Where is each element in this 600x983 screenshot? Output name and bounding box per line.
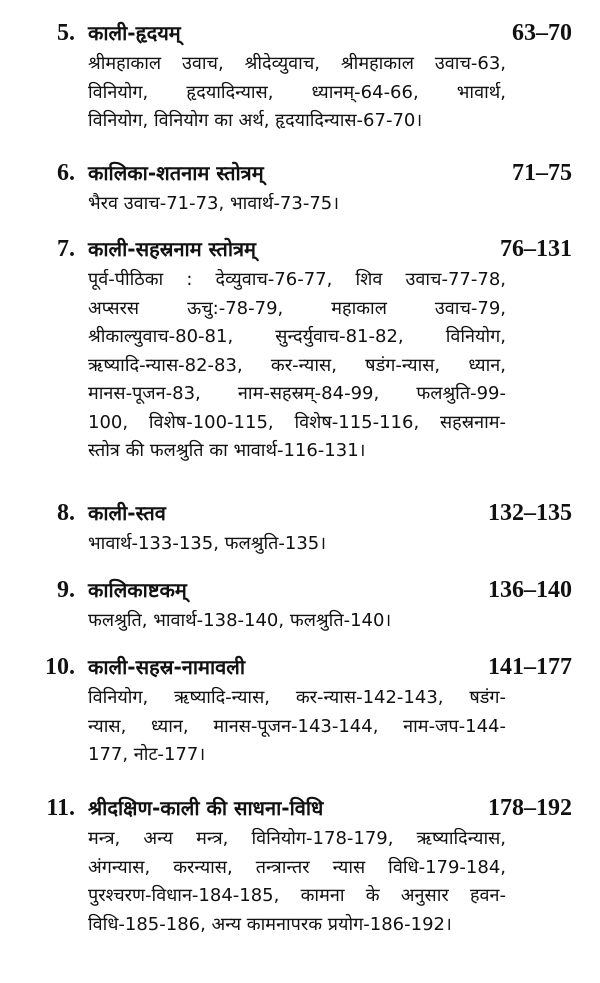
entry-pages: 132–135 (488, 500, 572, 526)
description-line: फलश्रुति, भावार्थ-138-140, फलश्रुति-140। (88, 610, 392, 631)
entry-pages: 178–192 (488, 795, 572, 821)
entry-description (88, 50, 578, 136)
entry-pages: 63–70 (512, 20, 572, 46)
entry-number: 6. (57, 160, 75, 186)
entry-pages: 76–131 (500, 236, 572, 262)
description-line: न्यास, ध्यान, मानस-पूजन-143-144, नाम-जप-144- (88, 715, 506, 737)
description-line: स्तोत्र की फलश्रुति का भावार्थ-116-131। (88, 440, 366, 461)
description-line: मानस-पूजन-83, नाम-सहस्रम्-84-99, फलश्रुति-99- (88, 383, 506, 404)
entry-title: काली-सहस्रनाम स्तोत्रम् (88, 237, 257, 261)
description-line: विनियोग, विनियोग का अर्थ, हृदयादिन्यास-67-70। (88, 110, 423, 131)
entry-description (88, 190, 578, 219)
entry-heading (0, 16, 600, 50)
entry-heading (0, 573, 600, 607)
description-line: श्रीकाल्युवाच-80-81, सुन्दर्युवाच-81-82, विनियोग, (88, 326, 506, 347)
description-line: मन्त्र, अन्य मन्त्र, विनियोग-178-179, ऋष्यादिन्यास, (88, 828, 506, 849)
entry-title: काली-सहस्र-नामावली (88, 655, 246, 679)
description-line: अप्सरस ऊचु:-78-79, महाकाल उवाच-79, (88, 297, 506, 319)
entry-pages: 136–140 (488, 577, 572, 603)
entry-title: काली-हृदयम् (88, 21, 181, 45)
entry-number: 5. (57, 20, 75, 46)
toc-entry-7 (0, 232, 600, 466)
description-line: श्रीमहाकाल उवाच, श्रीदेव्युवाच, श्रीमहाकाल उवाच-63, (88, 53, 506, 74)
toc-entry-6 (0, 156, 600, 219)
description-line: पुरश्चरण-विधान-184-185, कामना के अनुसार हवन- (88, 885, 506, 906)
description-line: अंगन्यास, करन्यास, तन्त्रान्तर न्यास विधि-179-184, (88, 856, 506, 878)
entry-description (88, 684, 578, 770)
entry-title: कालिकाष्टकम् (88, 578, 187, 602)
description-line: विनियोग, हृदयादिन्यास, ध्यानम्-64-66, भावार्थ, (88, 81, 506, 103)
entry-description (88, 266, 578, 466)
toc-entry-5 (0, 16, 600, 136)
entry-heading (0, 650, 600, 684)
description-line: ऋष्यादि-न्यास-82-83, कर-न्यास, षडंग-न्यास, ध्यान, (88, 354, 506, 376)
entry-number: 9. (57, 577, 75, 603)
entry-number: 7. (57, 236, 75, 262)
description-line: भावार्थ-133-135, फलश्रुति-135। (88, 533, 327, 554)
description-line: 177, नोट-177। (88, 744, 206, 765)
entry-number: 10. (45, 654, 75, 680)
description-line: विधि-185-186, अन्य कामनापरक प्रयोग-186-192। (88, 913, 452, 935)
toc-entry-11 (0, 791, 600, 939)
entry-description (88, 825, 578, 939)
entry-title: कालिका-शतनाम स्तोत्रम् (88, 161, 264, 185)
toc-entry-8 (0, 496, 600, 559)
entry-description (88, 530, 578, 559)
toc-entry-9 (0, 573, 600, 636)
entry-heading (0, 791, 600, 825)
entry-heading (0, 232, 600, 266)
toc-entry-10 (0, 650, 600, 770)
description-line: भैरव उवाच-71-73, भावार्थ-73-75। (88, 193, 340, 214)
description-line: पूर्व-पीठिका : देव्युवाच-76-77, शिव उवाच-77-78, (88, 269, 506, 290)
entry-description (88, 607, 578, 636)
description-line: 100, विशेष-100-115, विशेष-115-116, सहस्रनाम- (88, 411, 506, 433)
entry-title: काली-स्तव (88, 501, 166, 525)
entry-number: 8. (57, 500, 75, 526)
entry-pages: 141–177 (488, 654, 572, 680)
entry-pages: 71–75 (512, 160, 572, 186)
entry-heading (0, 156, 600, 190)
description-line: विनियोग, ऋष्यादि-न्यास, कर-न्यास-142-143, षडंग- (88, 687, 506, 708)
entry-heading (0, 496, 600, 530)
entry-number: 11. (46, 795, 75, 821)
entry-title: श्रीदक्षिण-काली की साधना-विधि (88, 796, 324, 820)
